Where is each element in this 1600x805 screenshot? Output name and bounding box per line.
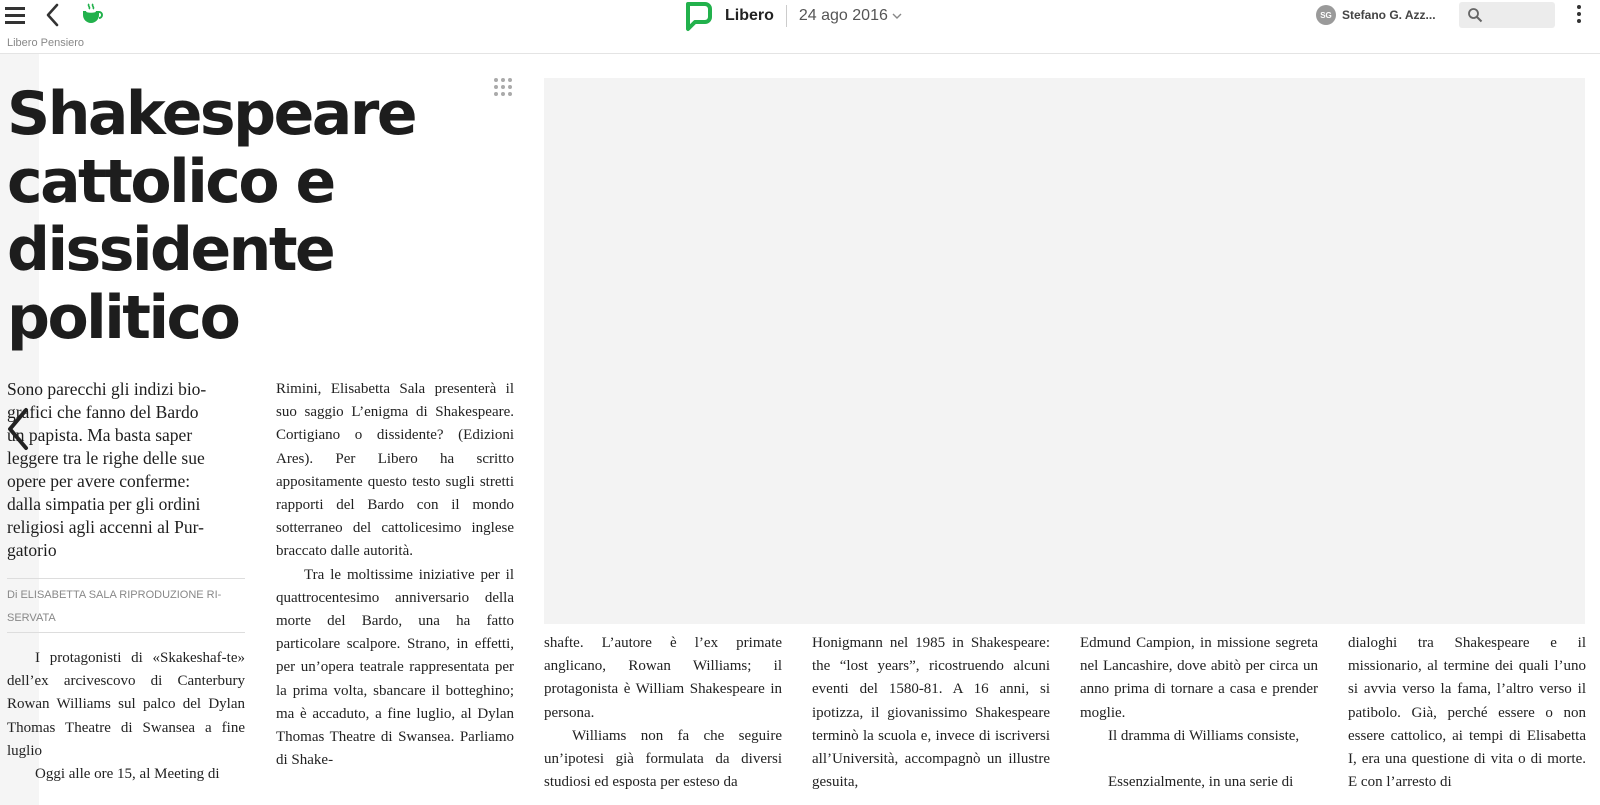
divider [7,632,245,633]
divider [786,5,787,27]
paragraph: Oggi alle ore 15, al Meeting di [35,766,220,783]
article-column-1 [7,647,245,786]
article-column-4 [812,632,1050,794]
paragraph: I protagonisti di «Skakeshaf-te» dell’ex arcivescovo di Canterbury Rowan Williams sul palco del Dylan Thomas Theatre di Swansea a fine luglio [7,650,245,759]
title-line: politico [7,283,239,353]
divider [7,578,245,579]
subtitle-line: religiosi agli accenni al Pur- [7,517,204,537]
paragraph: Edmund Campion, in missione segreta nel Lancashire, dove abitò per circa un anno prima di tornare a casa e prender moglie. [1080,635,1318,721]
paragraph: Tra le moltissime iniziative per il quattrocentesimo anniversario della morte del Bardo, una ha fatto particolare scalpore. Strano, in effetti, per un’opera teatrale rappresentata per la prima volta, sbancare il botteghino; ma è accaduto, a fine luglio, al Dylan Thomas Theatre di Swansea. Parliamo di Shake- [276,566,514,769]
search-input[interactable] [1459,2,1555,28]
subtitle-line: dalla simpatia per gli ordini [7,494,201,514]
article-column-6 [1348,632,1586,794]
coffee-cup-icon[interactable] [80,2,104,26]
title-line: dissidente [7,215,334,285]
user-name: Stefano G. Azz... [1342,8,1436,22]
article-image-placeholder [544,78,1585,624]
article-subtitle [7,378,247,562]
subtitle-line: leggere tra le righe delle sue [7,448,205,468]
more-options-icon[interactable] [1575,3,1583,27]
article-column-5 [1080,632,1318,794]
article-column-2 [276,378,514,772]
user-account[interactable] [1316,4,1436,26]
libero-logo-icon [683,0,713,32]
paragraph: Rimini, Elisabetta Sala presenterà il suo saggio L’enigma di Shakespeare. Cortigiano o dissidente? (Edizioni Ares). Per Libero ha scritto appositamente questo testo sugli stretti rapporti del Bardo con il mondo sotterraneo del cattolicesimo inglese braccato dalle autorità. [276,381,514,560]
back-icon[interactable] [43,2,63,28]
subtitle-line: un papista. Ma basta saper [7,425,193,445]
paragraph: dialoghi tra Shakespeare e il missionario, al termine dei quali l’uno si avvia verso la fama, l’altro verso il patibolo. Già, perché essere o non essere cattolico, ai tempi di Elisabetta I, era una questione di vita o di morte. E con l’arresto di [1348,635,1586,791]
menu-icon[interactable] [5,7,25,25]
subtitle-line: opere per avere conferme: [7,471,191,491]
byline-line: Di ELISABETTA SALA RIPRODUZIONE RI- [7,589,222,601]
byline-line: SERVATA [7,612,56,624]
section-label[interactable]: Libero Pensiero [7,37,85,49]
drag-handle-icon[interactable] [494,78,514,98]
top-bar [0,0,1600,32]
title-line: cattolico e [7,147,334,217]
subtitle-line: grafici che fanno del Bardo [7,402,199,422]
paragraph: Il dramma di Williams consiste, [1108,727,1300,744]
issue-date[interactable]: 24 ago 2016 [798,7,888,24]
article-column-3 [544,632,782,794]
subtitle-line: gatorio [7,540,57,560]
paragraph: shafte. L’autore è l’ex primate anglicano, Rowan Williams; il protagonista è William Shakespeare in persona. [544,635,782,721]
newspaper-brand[interactable] [683,0,902,32]
previous-page-arrow-icon[interactable] [4,404,32,454]
subtitle-line: Sono parecchi gli indizi bio- [7,379,207,399]
byline [7,584,245,630]
paragraph: Honigmann nel 1985 in Shakespeare: the “lost years”, ricostruendo alcuni eventi del 1580-81. A 16 anni, si ipotizza, il giovanissimo Shakespeare terminò la scuola e, invece di iscriversi all’Università, accompagnò un illustre gesuita, [812,635,1050,791]
title-line: Shakespeare [7,79,416,149]
brand-name: Libero [725,7,774,24]
avatar: SG [1316,5,1336,25]
paragraph: Williams non fa che seguire un’ipotesi già formulata da diversi studiosi ed esposta per esteso da [544,727,782,791]
chevron-down-icon[interactable] [892,11,902,21]
search-icon [1467,7,1483,23]
divider [0,53,1600,54]
article-title [7,80,427,352]
paragraph: Essenzialmente, in una serie di [1108,774,1294,791]
